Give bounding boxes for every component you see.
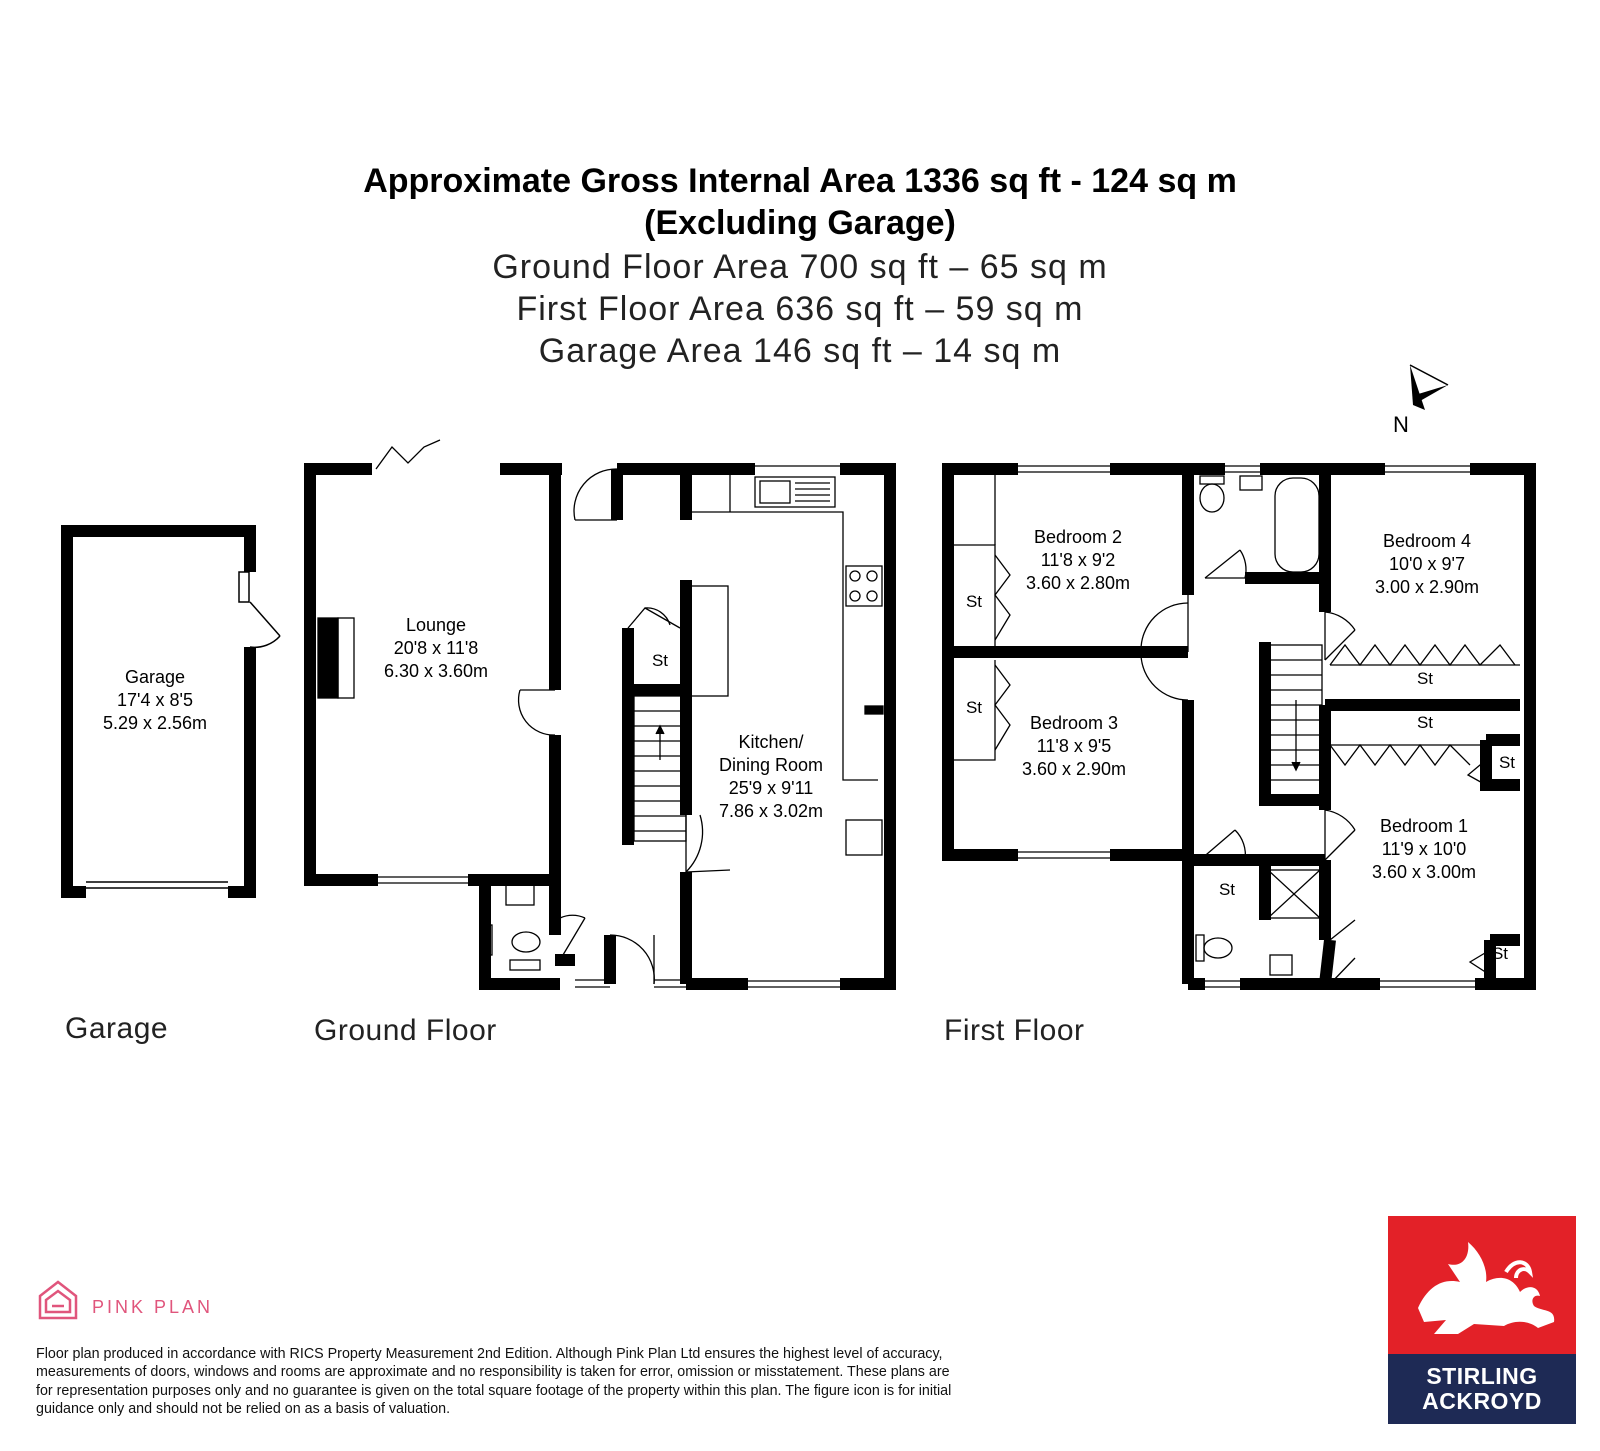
room-lounge [384,614,488,683]
room-metric: 3.60 x 2.90m [1021,759,1127,779]
room-name: Bedroom 4 [1382,531,1472,551]
room-metric: 3.00 x 2.90m [1374,577,1480,597]
room-garage [103,666,207,735]
ground-floor-walls [310,469,890,984]
room-name: Bedroom 1 [1379,816,1469,836]
room-imperial: 11'9 x 10'0 [1381,839,1467,859]
storage-label: St [965,592,983,611]
north-label: N [1393,412,1409,437]
room-name-line2: Dining Room [718,755,824,775]
storage-label: St [1416,669,1434,688]
garage-floor-label: Garage [65,1012,169,1045]
room-bedroom-4 [1375,530,1479,599]
room-metric: 3.60 x 2.80m [1025,573,1131,593]
disclaimer-text: Floor plan produced in accordance with RICS Property Measurement 2nd Edition. Although Pink Plan Ltd ensures the highest level of accuracy, measurements of doors, windows and rooms are approximate and no responsibility is taken for error, omission or misstatement. These plans are for representation purposes only and no guarantee is given on the total square footage of the property within this plan. The figure icon is for initial guidance only and should not be relied on as a basis of valuation. [36,1346,952,1417]
storage-label: St [965,698,983,717]
ground-floor-label: Ground Floor [314,1014,497,1047]
north-arrow-icon [1410,365,1448,410]
ground-floor-area: Ground Floor Area 700 sq ft – 65 sq m [492,248,1108,286]
first-floor-label: First Floor [944,1014,1085,1047]
room-bedroom-2 [1026,526,1130,595]
room-imperial: 10'0 x 9'7 [1389,554,1465,574]
room-name: Lounge [405,615,467,635]
pink-plan-brand: PINK PLAN [92,1297,214,1317]
room-imperial: 11'8 x 9'5 [1036,736,1112,756]
room-imperial: 20'8 x 11'8 [393,638,479,658]
plan-title: Approximate Gross Internal Area 1336 sq ft - 124 sq m [363,162,1237,200]
room-name: Bedroom 3 [1029,713,1119,733]
ground-floor-fixtures [318,440,883,987]
room-name: Garage [124,667,186,687]
storage-label: St [1416,713,1434,732]
logo-navy-panel [1388,1354,1576,1424]
stirling-ackroyd-logo [1388,1216,1576,1424]
room-metric: 6.30 x 3.60m [383,661,489,681]
storage-label: St [651,651,669,670]
room-name: Bedroom 2 [1033,527,1123,547]
room-name-line1: Kitchen/ [738,732,804,752]
room-metric: 3.60 x 3.00m [1371,862,1477,882]
storage-label: St [1491,944,1509,963]
plan-subtitle: (Excluding Garage) [644,204,956,242]
pink-plan-house-icon [40,1282,76,1318]
room-bedroom-3 [1022,712,1126,781]
first-floor-area: First Floor Area 636 sq ft – 59 sq m [516,290,1084,328]
room-imperial: 11'8 x 9'2 [1040,550,1116,570]
logo-line-1: STIRLING [1426,1363,1538,1389]
griffin-icon [1388,1216,1576,1354]
logo-line-2: ACKROYD [1422,1388,1542,1414]
garage-area: Garage Area 146 sq ft – 14 sq m [538,332,1062,370]
room-imperial: 17'4 x 8'5 [117,690,193,710]
room-imperial: 25'9 x 9'11 [728,778,814,798]
logo-red-panel [1388,1216,1576,1354]
storage-label: St [1498,753,1516,772]
room-kitchen [719,731,823,823]
room-metric: 5.29 x 2.56m [102,713,208,733]
room-bedroom-1 [1372,815,1476,884]
room-metric: 7.86 x 3.02m [718,801,824,821]
storage-label: St [1218,880,1236,899]
